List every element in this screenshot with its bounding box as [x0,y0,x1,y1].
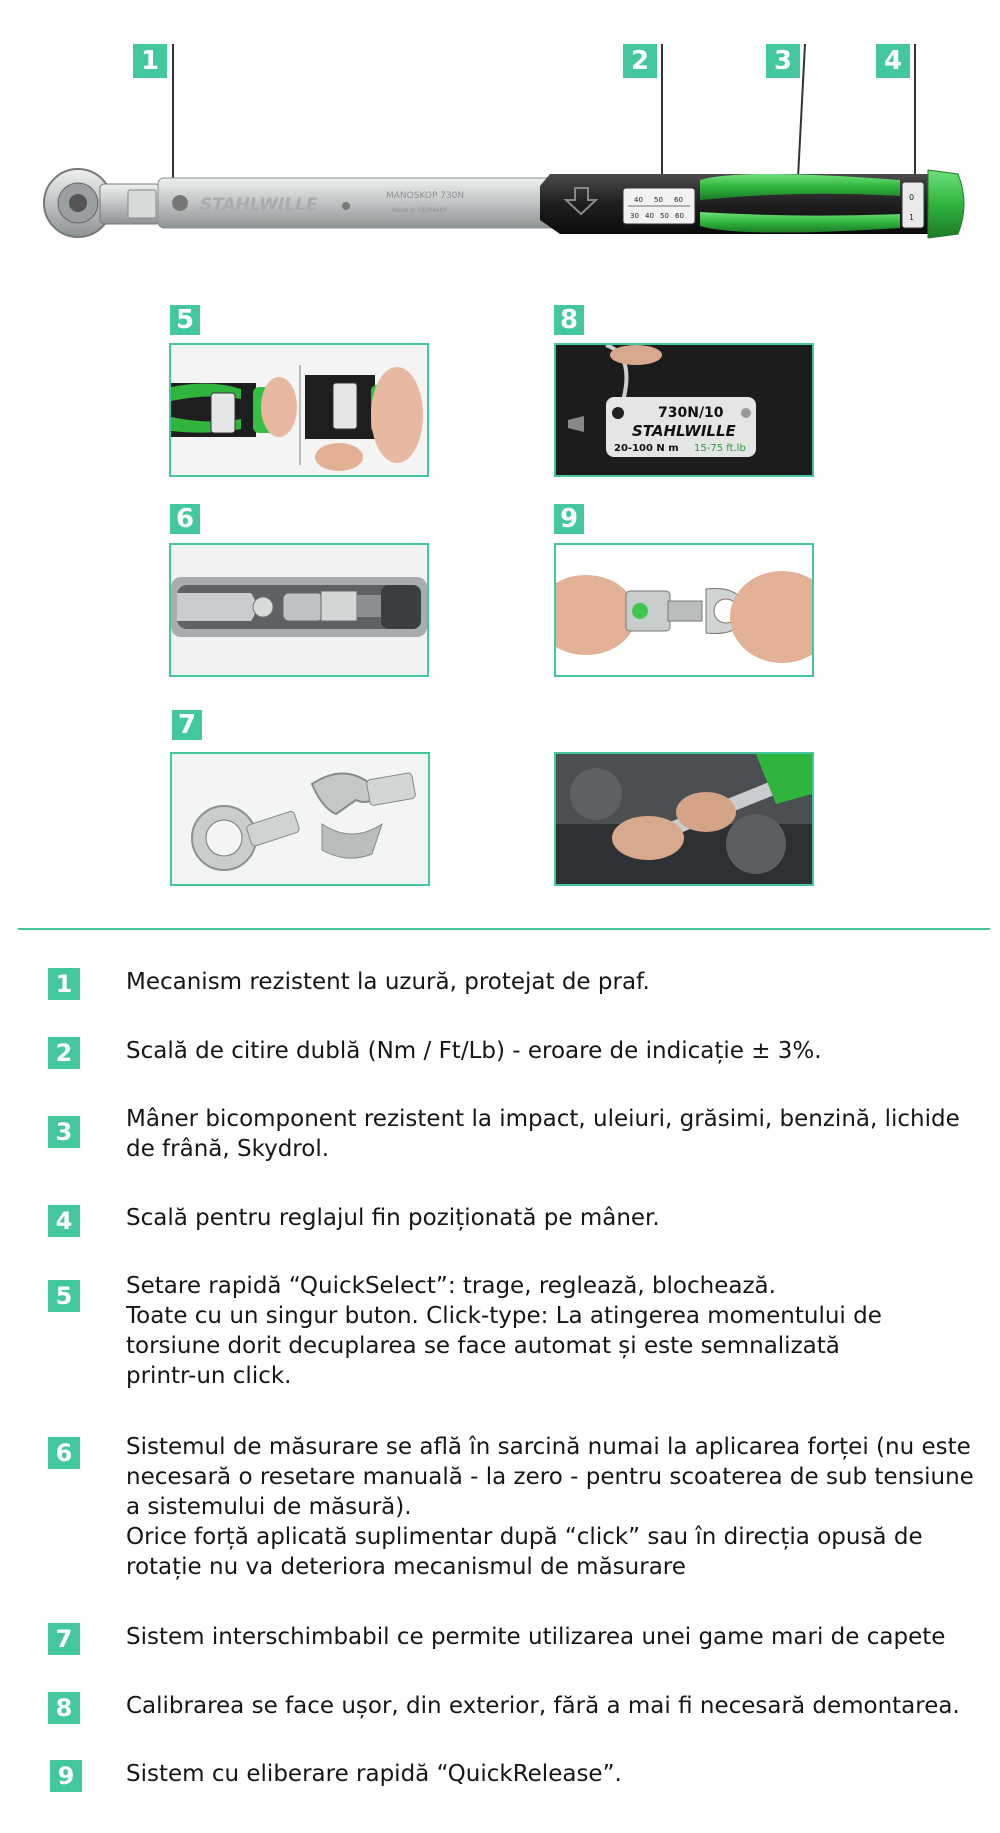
plate-range-ftlb: 15-75 ft.lb [694,443,746,454]
feature-badge-4: 4 [48,1205,80,1237]
scale-bottom-label-4: 60 [675,212,684,220]
scale-bottom-label-1: 30 [630,212,639,220]
fine-scale-zero: 0 [909,193,915,202]
plate-model: 730N/10 [658,405,724,421]
callout-badge-4: 4 [876,44,910,78]
wrench-brand-engraving: STAHLWILLE [200,195,318,215]
panel-badge-9: 9 [554,504,584,534]
callout-badge-3: 3 [766,44,800,78]
wrench-origin-engraving: Made in GERMANY [392,207,448,214]
plate-range-nm: 20-100 N m [614,443,679,454]
feature-badge-3: 3 [48,1116,80,1148]
feature-badge-8: 8 [48,1692,80,1724]
feature-text-4: Scală pentru reglajul fin poziționată pe mâner. [126,1205,660,1231]
torque-wrench-illustration [40,160,980,260]
feature-badge-1: 1 [48,968,80,1000]
panel-badge-7: 7 [172,710,202,740]
panel-badge-6: 6 [170,504,200,534]
feature-text-6: Sistemul de măsurare se află în sarcină numai la aplicarea forței (nu este necesară o resetare manuală - la zero - pentru scoaterea de sub tensiune a sistemului de măsură). Orice forță aplicată suplimentar după “click” sau în direcția opusă de rotație nu va deteriora mecanismul de măsurare [126,1434,974,1580]
feature-text-2: Scală de citire dublă (Nm / Ft/Lb) - eroare de indicație ± 3%. [126,1038,822,1064]
feature-badge-9: 9 [50,1760,82,1792]
scale-top-label-2: 50 [654,196,663,204]
feature-badge-6: 6 [48,1437,80,1469]
panel-quickselect-photo [169,343,429,477]
feature-badge-2: 2 [48,1037,80,1069]
feature-badge-7: 7 [48,1623,80,1655]
panel-usage-photo [554,752,814,886]
scale-bottom-label-2: 40 [645,212,654,220]
feature-text-1: Mecanism rezistent la uzură, protejat de praf. [126,969,650,995]
panel-mechanism-photo [169,543,429,677]
scale-bottom-label-3: 50 [660,212,669,220]
wrench-model-engraving: MANOSKOP 730N [386,191,465,201]
fine-scale-one: 1 [909,213,915,222]
panel-quickrelease-photo [554,543,814,677]
panel-badge-8: 8 [554,305,584,335]
panel-badge-5: 5 [170,305,200,335]
feature-text-5: Setare rapidă “QuickSelect”: trage, reglează, blochează. Toate cu un singur buton. Click-type: La atingerea momentului de torsiune dorit decuplarea se face automat și este semnalizată printr-un click. [126,1273,882,1389]
callout-badge-2: 2 [623,44,657,78]
scale-top-label-1: 40 [634,196,643,204]
callout-badge-1: 1 [133,44,167,78]
section-divider [18,928,990,930]
feature-badge-5: 5 [48,1280,80,1312]
panel-heads-photo [170,752,430,886]
feature-text-8: Calibrarea se face ușor, din exterior, fără a mai fi necesară demontarea. [126,1693,960,1719]
panel-calibration-photo [554,343,814,477]
plate-brand: STAHLWILLE [632,422,736,440]
feature-text-7: Sistem interschimbabil ce permite utilizarea unei game mari de capete [126,1624,946,1650]
feature-text-3: Mâner bicomponent rezistent la impact, uleiuri, grăsimi, benzină, lichide de frână, Skydrol. [126,1106,960,1162]
scale-top-label-3: 60 [674,196,683,204]
feature-text-9: Sistem cu eliberare rapidă “QuickRelease”. [126,1761,622,1787]
